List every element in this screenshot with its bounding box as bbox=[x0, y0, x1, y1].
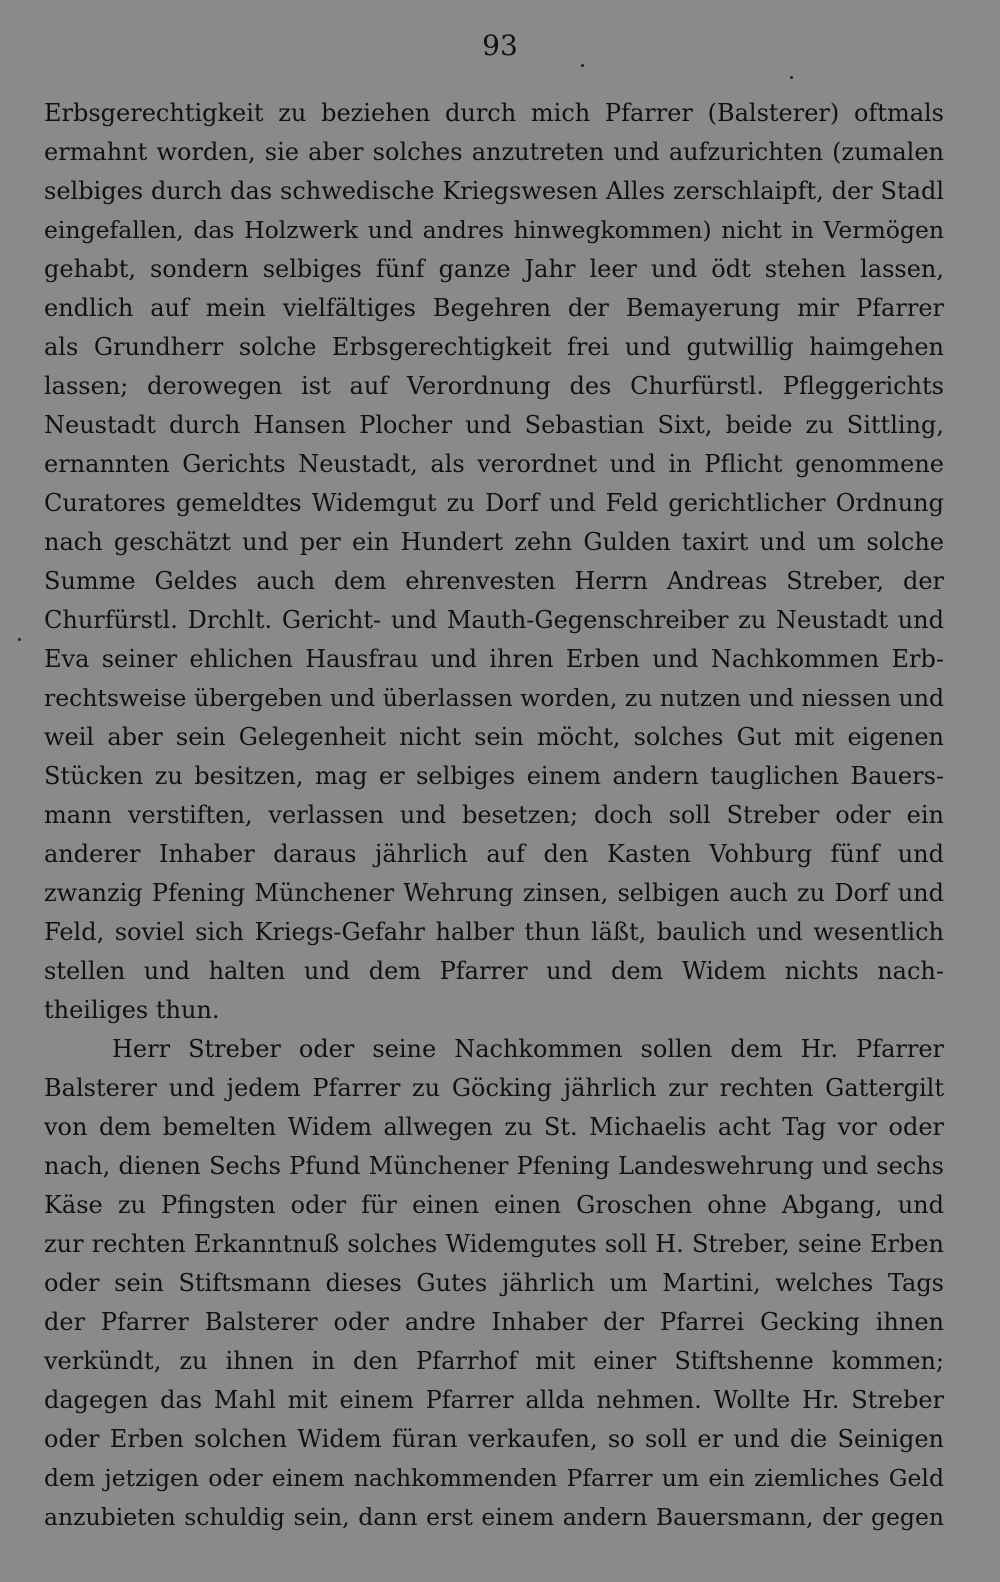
text-line: stellen und halten und dem Pfarrer und dem Widem nichts nach- bbox=[44, 957, 944, 985]
text-line: Käse zu Pfingsten oder für einen einen Groschen ohne Abgang, und bbox=[44, 1191, 944, 1219]
text-line: Curatores gemeldtes Widemgut zu Dorf und Feld gerichtlicher Ordnung bbox=[44, 489, 944, 517]
text-line-paragraph-end: theiliges thun. bbox=[44, 996, 220, 1024]
text-line: Balsterer und jedem Pfarrer zu Göcking jährlich zur rechten Gattergilt bbox=[44, 1074, 944, 1102]
text-line: der Pfarrer Balsterer oder andre Inhaber der Pfarrei Gecking ihnen bbox=[44, 1308, 944, 1336]
text-line: eingefallen, das Holzwerk und andres hinwegkommen) nicht in Vermögen bbox=[44, 216, 944, 244]
text-line: von dem bemelten Widem allwegen zu St. Michaelis acht Tag vor oder bbox=[44, 1113, 944, 1141]
text-line-paragraph-start: Herr Streber oder seine Nachkommen sollen dem Hr. Pfarrer bbox=[112, 1035, 944, 1063]
print-speck bbox=[581, 64, 584, 67]
text-line: selbiges durch das schwedische Kriegswesen Alles zerschlaipft, der Stadl bbox=[44, 177, 944, 205]
text-line: oder sein Stiftsmann dieses Gutes jährlich um Martini, welches Tags bbox=[44, 1269, 944, 1297]
text-line: rechtsweise übergeben und überlassen worden, zu nutzen und niessen und bbox=[44, 684, 944, 712]
text-line: mann verstiften, verlassen und besetzen; doch soll Streber oder ein bbox=[44, 801, 944, 829]
text-line: Summe Geldes auch dem ehrenvesten Herrn Andreas Streber, der bbox=[44, 567, 944, 595]
text-line: Eva seiner ehlichen Hausfrau und ihren Erben und Nachkommen Erb- bbox=[44, 645, 944, 673]
body-text bbox=[44, 94, 944, 1537]
text-line: Churfürstl. Drchlt. Gericht- und Mauth-Gegenschreiber zu Neustadt und bbox=[44, 606, 944, 634]
text-line: dem jetzigen oder einem nachkommenden Pfarrer um ein ziemliches Geld bbox=[44, 1464, 944, 1492]
text-line: Erbsgerechtigkeit zu beziehen durch mich Pfarrer (Balsterer) oftmals bbox=[44, 99, 944, 127]
text-line: Neustadt durch Hansen Plocher und Sebastian Sixt, beide zu Sittling, bbox=[44, 411, 944, 439]
text-line: nach geschätzt und per ein Hundert zehn Gulden taxirt und um solche bbox=[44, 528, 944, 556]
text-line: zwanzig Pfening Münchener Wehrung zinsen, selbigen auch zu Dorf und bbox=[44, 879, 944, 907]
text-line: verkündt, zu ihnen in den Pfarrhof mit einer Stiftshenne kommen; bbox=[44, 1347, 944, 1375]
text-line: als Grundherr solche Erbsgerechtigkeit frei und gutwillig haimgehen bbox=[44, 333, 944, 361]
text-line: anzubieten schuldig sein, dann erst einem andern Bauersmann, der gegen bbox=[44, 1503, 944, 1531]
print-speck bbox=[18, 638, 21, 641]
text-line: anderer Inhaber daraus jährlich auf den Kasten Vohburg fünf und bbox=[44, 840, 944, 868]
text-line: weil aber sein Gelegenheit nicht sein möcht, solches Gut mit eigenen bbox=[44, 723, 944, 751]
text-line: zur rechten Erkanntnuß solches Widemgutes soll H. Streber, seine Erben bbox=[44, 1230, 944, 1258]
text-line: endlich auf mein vielfältiges Begehren der Bemayerung mir Pfarrer bbox=[44, 294, 944, 322]
text-line: ermahnt worden, sie aber solches anzutreten und aufzurichten (zumalen bbox=[44, 138, 944, 166]
text-line: lassen; derowegen ist auf Verordnung des Churfürstl. Pfleggerichts bbox=[44, 372, 944, 400]
text-line: ernannten Gerichts Neustadt, als verordnet und in Pflicht genommene bbox=[44, 450, 944, 478]
text-line: Feld, soviel sich Kriegs-Gefahr halber thun läßt, baulich und wesentlich bbox=[44, 918, 944, 946]
print-speck bbox=[790, 76, 793, 79]
text-line: oder Erben solchen Widem füran verkaufen, so soll er und die Seinigen bbox=[44, 1425, 944, 1453]
text-line: Stücken zu besitzen, mag er selbiges einem andern tauglichen Bauers- bbox=[44, 762, 944, 790]
text-line: gehabt, sondern selbiges fünf ganze Jahr leer und ödt stehen lassen, bbox=[44, 255, 944, 283]
text-line: nach, dienen Sechs Pfund Münchener Pfening Landeswehrung und sechs bbox=[44, 1152, 944, 1180]
page-number: 93 bbox=[482, 29, 518, 62]
text-line: dagegen das Mahl mit einem Pfarrer allda nehmen. Wollte Hr. Streber bbox=[44, 1386, 944, 1414]
